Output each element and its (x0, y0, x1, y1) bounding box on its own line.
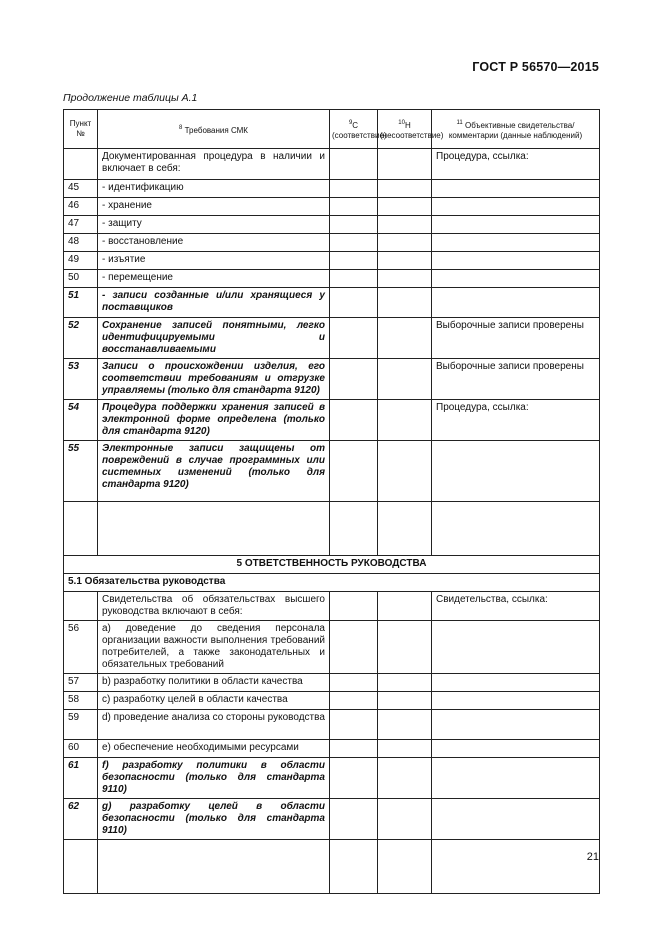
section-title: 5 ОТВЕТСТВЕННОСТЬ РУКОВОДСТВА (64, 556, 600, 574)
table-row (64, 400, 600, 441)
row-evidence (432, 621, 600, 674)
row-evidence (432, 180, 600, 198)
row-evidence (432, 441, 600, 502)
row-requirement: f) разработку политики в области безопасности (только для стандарта 9110) (98, 758, 330, 799)
requirements-table (63, 109, 600, 894)
row-number: 61 (64, 758, 98, 799)
row-number: 59 (64, 710, 98, 740)
row-number: 45 (64, 180, 98, 198)
row-compliance-cell (330, 216, 378, 234)
row-requirement: - восстановление (98, 234, 330, 252)
row-noncompliance-cell (378, 799, 432, 840)
row-requirement: g) разработку целей в области безопасности (только для стандарта 9110) (98, 799, 330, 840)
row-evidence (432, 502, 600, 556)
table-row (64, 674, 600, 692)
row-compliance-cell (330, 674, 378, 692)
row-noncompliance-cell (378, 710, 432, 740)
table-row (64, 840, 600, 894)
row-compliance-cell (330, 149, 378, 180)
row-number: 53 (64, 359, 98, 400)
row-compliance-cell (330, 799, 378, 840)
subsection-title: 5.1 Обязательства руководства (64, 574, 600, 592)
table-row (64, 252, 600, 270)
row-requirement: - перемещение (98, 270, 330, 288)
row-compliance-cell (330, 740, 378, 758)
col-header-compliance: $^9$С (соответствие) (330, 110, 378, 149)
row-noncompliance-cell (378, 674, 432, 692)
col-header-requirements: $^8$ Требования СМК (98, 110, 330, 149)
row-evidence (432, 288, 600, 318)
table-row (64, 288, 600, 318)
row-evidence (432, 740, 600, 758)
row-evidence (432, 198, 600, 216)
row-requirement: Электронные записи защищены от повреждений в случае программных или системных изменений (только для стандарта 9120) (98, 441, 330, 502)
row-compliance-cell (330, 758, 378, 799)
row-compliance-cell (330, 234, 378, 252)
row-compliance-cell (330, 198, 378, 216)
row-evidence: Выборочные записи проверены (432, 318, 600, 359)
row-number: 58 (64, 692, 98, 710)
table-caption: Продолжение таблицы А.1 (63, 92, 198, 104)
row-noncompliance-cell (378, 758, 432, 799)
table-row (64, 234, 600, 252)
row-evidence: Процедура, ссылка: (432, 400, 600, 441)
row-requirement: Документированная процедура в наличии и включает в себя: (98, 149, 330, 180)
row-requirement: - изъятие (98, 252, 330, 270)
row-evidence: Процедура, ссылка: (432, 149, 600, 180)
row-compliance-cell (330, 288, 378, 318)
col-header-num: Пункт № (64, 110, 98, 149)
row-noncompliance-cell (378, 441, 432, 502)
row-compliance-cell (330, 180, 378, 198)
row-requirement: - хранение (98, 198, 330, 216)
row-evidence (432, 270, 600, 288)
section-row (64, 556, 600, 574)
row-requirement: Записи о происхождении изделия, его соответствии требованиям и отгрузке управляемы (только для стандарта 9120) (98, 359, 330, 400)
row-number: 57 (64, 674, 98, 692)
row-noncompliance-cell (378, 840, 432, 894)
table-row (64, 359, 600, 400)
table-row (64, 592, 600, 621)
row-requirement: Сохранение записей понятными, легко идентифицируемыми и восстанавливаемыми (98, 318, 330, 359)
row-evidence (432, 710, 600, 740)
row-requirement: а) доведение до сведения персонала организации важности выполнения требований потребителей, а также законодательных и обязательных требований (98, 621, 330, 674)
row-number: 54 (64, 400, 98, 441)
row-number (64, 840, 98, 894)
row-requirement (98, 840, 330, 894)
row-number: 60 (64, 740, 98, 758)
row-evidence: Выборочные записи проверены (432, 359, 600, 400)
row-requirement: с) разработку целей в области качества (98, 692, 330, 710)
row-evidence (432, 252, 600, 270)
table-header-row (64, 110, 600, 149)
table-row (64, 149, 600, 180)
row-noncompliance-cell (378, 288, 432, 318)
col-header-evidence: $^{11}$ Объективные свидетельства/ комментарии (данные наблюдений) (432, 110, 600, 149)
row-number (64, 592, 98, 621)
row-number: 47 (64, 216, 98, 234)
row-noncompliance-cell (378, 318, 432, 359)
table-row (64, 740, 600, 758)
row-requirement: Свидетельства об обязательствах высшего руководства включают в себя: (98, 592, 330, 621)
table-row (64, 318, 600, 359)
row-number: 48 (64, 234, 98, 252)
table-row (64, 216, 600, 234)
row-noncompliance-cell (378, 180, 432, 198)
table-row (64, 198, 600, 216)
row-evidence (432, 758, 600, 799)
table-row (64, 502, 600, 556)
row-noncompliance-cell (378, 198, 432, 216)
row-requirement: b) разработку политики в области качества (98, 674, 330, 692)
row-compliance-cell (330, 400, 378, 441)
row-evidence (432, 216, 600, 234)
row-compliance-cell (330, 692, 378, 710)
col-header-noncompliance: $^{10}$Н (несоответствие) (378, 110, 432, 149)
row-noncompliance-cell (378, 234, 432, 252)
row-compliance-cell (330, 270, 378, 288)
table-row (64, 799, 600, 840)
row-number: 51 (64, 288, 98, 318)
row-compliance-cell (330, 592, 378, 621)
row-compliance-cell (330, 502, 378, 556)
row-number (64, 149, 98, 180)
table-row (64, 621, 600, 674)
row-number: 56 (64, 621, 98, 674)
table-row (64, 180, 600, 198)
subsection-row (64, 574, 600, 592)
row-noncompliance-cell (378, 400, 432, 441)
row-evidence (432, 234, 600, 252)
row-compliance-cell (330, 621, 378, 674)
row-compliance-cell (330, 840, 378, 894)
row-compliance-cell (330, 710, 378, 740)
row-requirement: - идентификацию (98, 180, 330, 198)
row-noncompliance-cell (378, 692, 432, 710)
row-requirement: е) обеспечение необходимыми ресурсами (98, 740, 330, 758)
row-requirement: - записи созданные и/или хранящиеся у поставщиков (98, 288, 330, 318)
row-noncompliance-cell (378, 740, 432, 758)
row-number: 49 (64, 252, 98, 270)
row-number: 62 (64, 799, 98, 840)
row-noncompliance-cell (378, 592, 432, 621)
page-number: 21 (586, 851, 599, 863)
table-row (64, 692, 600, 710)
row-compliance-cell (330, 252, 378, 270)
row-requirement: d) проведение анализа со стороны руководства (98, 710, 330, 740)
row-compliance-cell (330, 318, 378, 359)
table-row (64, 710, 600, 740)
row-noncompliance-cell (378, 216, 432, 234)
row-evidence (432, 692, 600, 710)
row-number: 46 (64, 198, 98, 216)
row-noncompliance-cell (378, 270, 432, 288)
row-requirement (98, 502, 330, 556)
document-code: ГОСТ Р 56570—2015 (472, 60, 599, 74)
row-requirement: Процедура поддержки хранения записей в электронной форме определена (только для стандарта 9120) (98, 400, 330, 441)
row-evidence (432, 674, 600, 692)
row-evidence (432, 799, 600, 840)
row-noncompliance-cell (378, 502, 432, 556)
row-requirement: - защиту (98, 216, 330, 234)
row-number: 52 (64, 318, 98, 359)
row-noncompliance-cell (378, 359, 432, 400)
table-row (64, 441, 600, 502)
row-compliance-cell (330, 441, 378, 502)
table-row (64, 270, 600, 288)
row-number: 50 (64, 270, 98, 288)
row-compliance-cell (330, 359, 378, 400)
row-number: 55 (64, 441, 98, 502)
row-evidence (432, 840, 600, 894)
row-noncompliance-cell (378, 149, 432, 180)
row-number (64, 502, 98, 556)
row-noncompliance-cell (378, 252, 432, 270)
row-noncompliance-cell (378, 621, 432, 674)
table-row (64, 758, 600, 799)
row-evidence: Свидетельства, ссылка: (432, 592, 600, 621)
